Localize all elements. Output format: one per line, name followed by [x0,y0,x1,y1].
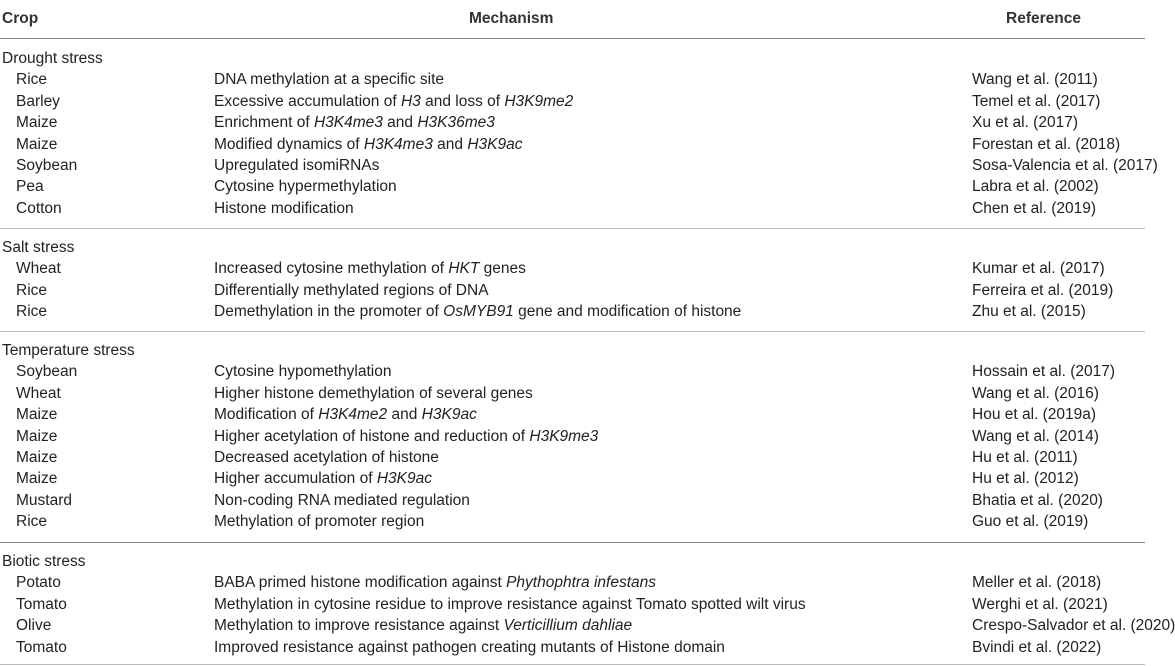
mechanism-cell: Decreased acetylation of histone [214,449,439,466]
crop-cell: Rice [16,71,48,89]
crop-cell: Maize [16,449,58,466]
table-row [0,447,1145,468]
mechanism-cell: Histone modification [214,199,354,217]
table-row [0,155,1158,176]
table-row [0,91,1145,112]
mechanism-cell: Improved resistance against pathogen creating mutants of Histone domain [214,638,725,656]
crop-cell: Maize [16,427,58,445]
group-title-row [0,551,1145,572]
mechanism-cell: BABA primed histone modification against Phythophtra infestans [214,574,657,592]
mechanism-cell: DNA methylation at a specific site [214,71,445,89]
reference-cell: Xu et al. (2017) [972,114,1078,132]
crop-cell: Pea [16,178,44,196]
reference-cell: Sosa-Valencia et al. (2017) [972,157,1158,174]
reference-cell: Labra et al. (2002) [972,178,1099,196]
table-row [0,637,1145,658]
table-row [0,468,1145,489]
table-row [0,426,1145,447]
mechanism-cell: Methylation in cytosine residue to improve resistance against Tomato spotted wilt virus [214,595,806,613]
reference-cell: Zhu et al. (2015) [972,303,1086,321]
reference-cell: Hossain et al. (2017) [972,363,1116,381]
reference-cell: Crespo-Salvador et al. (2020) [972,617,1175,635]
mechanism-cell: Differentially methylated regions of DNA [214,281,489,299]
reference-cell: Hu et al. (2011) [972,449,1078,466]
mechanism-cell: Higher accumulation of H3K9ac [214,470,432,488]
header-crop: Crop [2,10,39,27]
group-title-row [0,48,1145,69]
group-title: Biotic stress [2,553,86,570]
header-mechanism: Mechanism [469,10,554,27]
reference-cell: Wang et al. (2011) [972,71,1098,89]
reference-cell: Forestan et al. (2018) [972,135,1121,153]
table-row [0,112,1145,133]
header-reference: Reference [1006,10,1081,27]
crop-cell: Tomato [16,638,67,656]
crop-cell: Wheat [16,384,61,402]
reference-cell: Werghi et al. (2021) [972,595,1108,613]
mechanism-cell: Cytosine hypermethylation [214,178,397,196]
table-row [0,69,1145,90]
crop-cell: Tomato [16,595,67,613]
reference-cell: Kumar et al. (2017) [972,260,1105,278]
table-row [0,258,1145,279]
table-row [0,615,1175,636]
table-row [0,383,1145,404]
crop-cell: Rice [16,513,48,531]
table-row [0,594,1145,615]
table-row [0,404,1145,425]
crop-cell: Mustard [16,491,72,509]
header-divider [0,38,1145,39]
reference-cell: Chen et al. (2019) [972,199,1097,217]
mechanism-cell: Methylation of promoter region [214,513,425,531]
mechanism-cell: Modification of H3K4me2 and H3K9ac [214,406,477,424]
table-row [0,361,1145,382]
table-row [0,198,1145,219]
crop-cell: Wheat [16,260,61,278]
table-header [0,0,1145,38]
table-row [0,572,1145,593]
mechanism-cell: Higher acetylation of histone and reduction of H3K9me3 [214,427,599,445]
crop-cell: Rice [16,303,48,321]
reference-cell: Bhatia et al. (2020) [972,491,1103,509]
table-row [0,134,1145,155]
crop-cell: Soybean [16,157,78,174]
group-title-row [0,340,1145,361]
group-divider [0,542,1145,543]
mechanism-cell: Demethylation in the promoter of OsMYB91 gene and modification of histone [214,303,742,321]
crop-cell: Olive [16,617,52,635]
mechanism-cell: Cytosine hypomethylation [214,363,392,381]
mechanism-cell: Enrichment of H3K4me3 and H3K36me3 [214,114,495,132]
reference-cell: Ferreira et al. (2019) [972,281,1114,299]
crop-cell: Maize [16,135,58,153]
group-title: Temperature stress [2,342,135,359]
mechanism-cell: Modified dynamics of H3K4me3 and H3K9ac [214,135,523,153]
reference-cell: Wang et al. (2016) [972,384,1099,402]
mechanism-cell: Higher histone demethylation of several genes [214,384,533,402]
table-bottom-rule [0,664,1145,665]
reference-cell: Bvindi et al. (2022) [972,638,1102,656]
group-title: Salt stress [2,239,75,256]
reference-cell: Hu et al. (2012) [972,470,1079,488]
mechanism-cell: Upregulated isomiRNAs [214,157,380,174]
table-row [0,280,1145,301]
mechanism-cell: Non-coding RNA mediated regulation [214,491,470,509]
crop-cell: Maize [16,406,58,424]
mechanism-cell: Excessive accumulation of H3 and loss of H3K9me2 [214,92,574,110]
crop-cell: Cotton [16,199,62,217]
reference-cell: Temel et al. (2017) [972,92,1101,110]
crop-cell: Soybean [16,363,78,381]
mechanism-cell: Methylation to improve resistance against Verticillium dahliae [214,617,633,635]
reference-cell: Wang et al. (2014) [972,427,1099,445]
reference-cell: Guo et al. (2019) [972,513,1089,531]
crop-cell: Rice [16,281,48,299]
crop-cell: Maize [16,114,58,132]
crop-cell: Barley [16,92,60,110]
table-row [0,511,1145,532]
table-row [0,490,1145,511]
reference-cell: Meller et al. (2018) [972,574,1102,592]
crop-cell: Maize [16,470,58,488]
group-divider [0,228,1145,229]
table-row [0,176,1145,197]
mechanism-cell: Increased cytosine methylation of HKT genes [214,260,526,278]
table-row [0,301,1145,322]
group-title-row [0,237,1145,258]
group-title: Drought stress [2,50,103,67]
group-divider [0,331,1145,332]
reference-cell: Hou et al. (2019a) [972,406,1097,424]
crop-cell: Potato [16,574,61,592]
